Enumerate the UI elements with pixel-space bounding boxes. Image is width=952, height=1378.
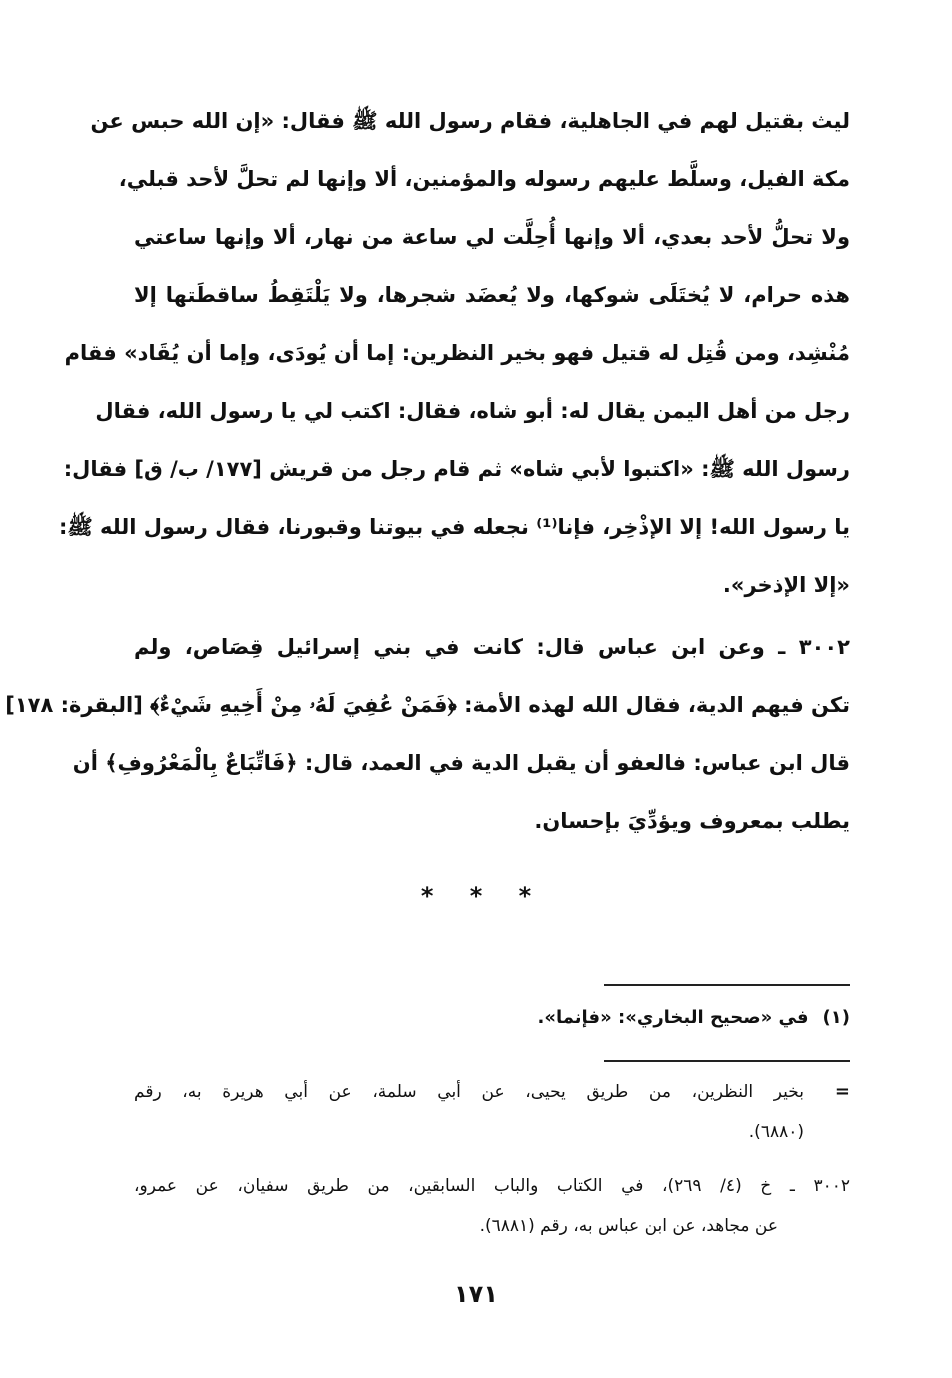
text-line: ولا تحلُّ لأحد بعدي، ألا وإنها أُحِلَّت لي ساعة من نهار، ألا وإنها ساعتي	[134, 225, 850, 249]
footnote-line: ٣٠٠٢ ـ خ (٤/ ٢٦٩)، في الكتاب والباب السابقين، من طريق سفيان، عن عمرو،	[134, 1176, 850, 1196]
footnote-number: (١)	[822, 1007, 850, 1028]
footnote-1	[134, 998, 850, 1038]
text-line: قال ابن عباس: فالعفو أن يقبل الدية في العمد، قال: ﴿فَاتِّبَاعٌ بِالْمَعْرُوفِ﴾ أن	[72, 751, 850, 775]
section-ornament: * * *	[420, 882, 546, 910]
footnote-separator	[604, 1060, 850, 1062]
page-number: ١٧١	[454, 1280, 498, 1308]
footnote-separator	[604, 984, 850, 986]
text-line: مكة الفيل، وسلَّط عليهم رسوله والمؤمنين، ألا وإنها لم تحلَّ لأحد قبلي،	[118, 167, 850, 191]
text-line: رجل من أهل اليمن يقال له: أبو شاه، فقال: اكتب لي يا رسول الله، فقال	[95, 399, 850, 423]
text-line: يا رسول الله! إلا الإذْخِر، فإنا⁽¹⁾ نجعله في بيوتنا وقبورنا، فقال رسول الله ﷺ:	[58, 515, 850, 539]
text-line: مُنْشِد، ومن قُتِل له قتيل فهو بخير النظرين: إما أن يُودَى، وإما أن يُقَاد» فقام	[64, 341, 850, 365]
text-line: تكن فيهم الدية، فقال الله لهذه الأمة: ﴿فَمَنْ عُفِيَ لَهُۥ مِنْ أَخِيهِ شَيْءٌ﴾ [البقرة: ١٧٨]	[5, 693, 850, 717]
hadith-3002-paragraph	[5, 618, 850, 850]
footnote-continuation	[134, 1072, 850, 1152]
text-line: «إلا الإذخر».	[722, 573, 850, 597]
text-line: ليث بقتيل لهم في الجاهلية، فقام رسول الله ﷺ فقال: «إن الله حبس عن	[90, 109, 850, 133]
text-line: يطلب بمعروف ويؤدِّيَ بإحسان.	[534, 809, 850, 833]
continuation-marker: =	[834, 1081, 850, 1102]
footnote-text: في «صحيح البخاري»: «فإنما».	[537, 1007, 809, 1028]
text-line: ٣٠٠٢ ـ وعن ابن عباس قال: كانت في بني إسرائيل قِصَاص، ولم	[134, 635, 850, 659]
text-line: هذه حرام، لا يُختَلَى شوكها، ولا يُعضَد شجرها، ولا يَلْتَقِطُ ساقطَتها إلا	[134, 283, 850, 307]
footnote-line: بخير النظرين، من طريق يحيى، عن أبي سلمة، عن أبي هريرة به، رقم	[134, 1082, 804, 1102]
footnote-line: (٦٨٨٠).	[748, 1122, 804, 1142]
hadith-paragraph	[58, 92, 850, 614]
text-line: رسول الله ﷺ: «اكتبوا لأبي شاه» ثم قام رجل من قريش [١٧٧/ ب/ ق] فقال:	[63, 457, 850, 481]
takhrij-3002	[134, 1166, 850, 1246]
footnote-line: عن مجاهد، عن ابن عباس به، رقم (٦٨٨١).	[479, 1216, 778, 1236]
